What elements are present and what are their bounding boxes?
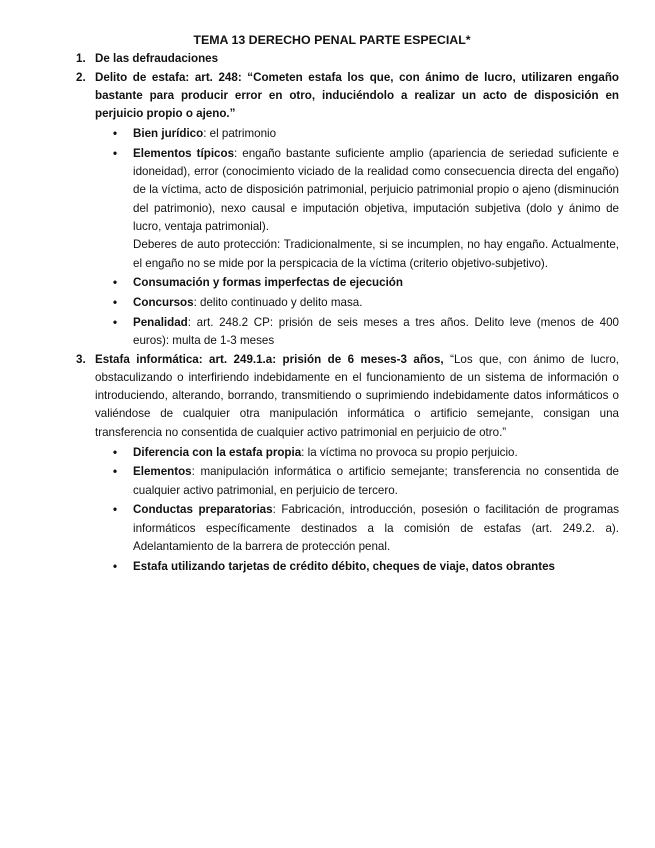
section-number: 2. — [76, 70, 86, 84]
bullet-marker: • — [113, 296, 118, 310]
bullet-label: Conductas preparatorias — [133, 503, 273, 517]
bullet-marker: • — [113, 146, 118, 160]
section-list — [41, 50, 619, 576]
bullet-item — [95, 463, 619, 500]
bullet-text: : engaño bastante suficiente amplio (apariencia de seriedad suficiente e idoneidad), error (conocimiento viciado de la realidad como consecuencia directa del engaño) de la víctima, acto de disposición patrimonial, perjuicio patrimonial propio o ajeno (disminución del patrimonio), nexo causal e imputación objetiva, imputación subjetiva (dolo y ánimo de lucro, ventaja patrimonial). — [133, 146, 619, 233]
section-heading-quote: “Los que, con ánimo de lucro, obstaculizando o interfiriendo indebidamente en el funcionamiento de un sistema de información o introduciendo, alterando, borrando, transmitiendo o suprimiendo indebidamente datos informáticos o valiéndose de cualquier otra manipulación informática o artificio semejante, consigan una transferencia no consentida de cualquier activo patrimonial en perjuicio de otro.” — [95, 352, 619, 439]
bullet-extra-paragraph: Deberes de auto protección: Tradicionalmente, si se incumplen, no hay engaño. Actualmente, el engaño no se mide por la perspicacia de la víctima (criterio objetivo-subjetivo). — [133, 238, 619, 270]
bullet-item — [95, 274, 619, 292]
bullet-text: : art. 248.2 CP: prisión de seis meses a tres años. Delito leve (menos de 400 euros): multa de 1-3 meses — [133, 315, 619, 348]
bullet-marker: • — [113, 465, 118, 479]
section-number: 3. — [76, 352, 86, 366]
bullet-item — [95, 501, 619, 556]
bullet-label: Concursos — [133, 296, 194, 310]
section-3 — [41, 351, 619, 577]
bullet-label: Estafa utilizando tarjetas de crédito débito, cheques de viaje, datos obrantes — [133, 559, 555, 573]
bullet-text: : delito continuado y delito masa. — [193, 296, 363, 310]
section-heading: Estafa informática: art. 249.1.a: prisión de 6 meses-3 años, — [95, 352, 444, 366]
bullet-text: : Fabricación, introducción, posesión o facilitación de programas informáticos específicamente destinados a la comisión de estafas (art. 249.2. a). Adelantamiento de la barrera de protección penal. — [133, 503, 620, 554]
bullet-label: Diferencia con la estafa propia — [133, 445, 302, 459]
bullet-item — [95, 314, 619, 351]
section-number: 1. — [76, 52, 86, 66]
bullet-list — [95, 444, 619, 577]
bullet-marker: • — [113, 503, 118, 517]
bullet-marker: • — [113, 126, 118, 140]
bullet-item — [95, 125, 619, 143]
section-heading: De las defraudaciones — [95, 52, 219, 66]
bullet-label: Penalidad — [133, 315, 188, 329]
bullet-item — [95, 294, 619, 312]
bullet-text: : manipulación informática o artificio semejante; transferencia no consentida de cualquier activo patrimonial, en perjuicio de tercero. — [133, 465, 619, 497]
bullet-marker: • — [113, 315, 118, 329]
document-title: TEMA 13 DERECHO PENAL PARTE ESPECIAL* — [193, 33, 471, 47]
bullet-label: Consumación y formas imperfectas de ejecución — [133, 276, 403, 290]
bullet-list — [95, 125, 619, 351]
bullet-marker: • — [113, 559, 118, 573]
bullet-marker: • — [113, 445, 118, 459]
section-2 — [41, 69, 619, 351]
section-1 — [41, 50, 619, 68]
bullet-item — [95, 558, 619, 576]
bullet-text: : la víctima no provoca su propio perjuicio. — [301, 445, 518, 459]
bullet-label: Bien jurídico — [133, 126, 204, 140]
bullet-item — [95, 145, 619, 273]
bullet-text: : el patrimonio — [203, 126, 277, 140]
bullet-label: Elementos típicos — [133, 146, 235, 160]
bullet-marker: • — [113, 276, 118, 290]
bullet-label: Elementos — [133, 465, 192, 479]
bullet-item — [95, 444, 619, 462]
section-heading: Delito de estafa: art. 248: “Cometen estafa los que, con ánimo de lucro, utilizaren engaño bastante para producir error en otro, induciéndolo a realizar un acto de disposición en perjuicio propio o ajeno.” — [95, 70, 619, 121]
